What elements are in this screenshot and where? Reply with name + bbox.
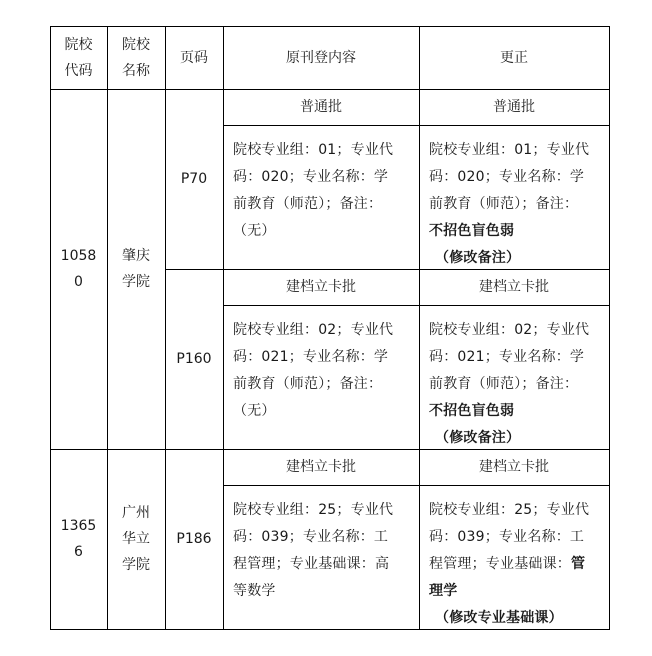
batch-label: 普通批 [493,99,535,115]
page-number: P70 [180,171,208,187]
header-original: 原刊登内容 [286,49,356,66]
school-code: 1058 0 [60,248,97,290]
header-school-name: 院校 名称 [122,36,150,79]
header-school-code: 院校 代码 [64,36,93,79]
school-name: 肇庆 学院 [122,248,150,290]
table-border-right [609,26,610,630]
corrected-content: 院校专业组：01；专业代 码：020；专业名称：学 前教育（师范）；备注： 不招色盲色弱 （修改备注） [419,125,609,269]
header-correction: 更正 [500,49,528,66]
corrected-remark: 不招色盲色弱 [429,403,515,419]
corrected-content: 院校专业组：02；专业代 码：021；专业名称：学 前教育（师范）；备注： 不招色盲色弱 （修改备注） [419,305,609,449]
school-name: 广州 华立 学院 [122,505,150,573]
original-content: 院校专业组：25；专业代 码：039；专业名称：工 程管理；专业基础课：高 等数学 [233,502,394,599]
batch-label: 普通批 [300,99,342,115]
original-content: 院校专业组：01；专业代 码：020；专业名称：学 前教育（师范）；备注： （无） [233,142,394,239]
header-page: 页码 [180,49,208,66]
page-number: P160 [176,351,212,367]
corrected-course-start: 管 [571,556,586,572]
batch-label: 建档立卡批 [286,279,356,295]
correction-note: （修改专业基础课） [435,610,563,626]
correction-note: （修改备注） [435,430,521,446]
page-number: P186 [176,531,212,547]
correction-table [50,26,610,630]
batch-label: 建档立卡批 [286,459,356,475]
batch-label: 建档立卡批 [479,279,549,295]
school-code: 1365 6 [60,518,97,560]
original-content: 院校专业组：02；专业代 码：021；专业名称：学 前教育（师范）；备注： （无） [233,322,394,419]
corrected-course: 理学 [429,583,458,599]
correction-note: （修改备注） [435,250,521,266]
corrected-content: 院校专业组：25；专业代 码：039；专业名称：工 程管理；专业基础课：管 理学 （修改专业基础课） [419,485,609,629]
corrected-remark: 不招色盲色弱 [429,223,515,239]
batch-label: 建档立卡批 [479,459,549,475]
